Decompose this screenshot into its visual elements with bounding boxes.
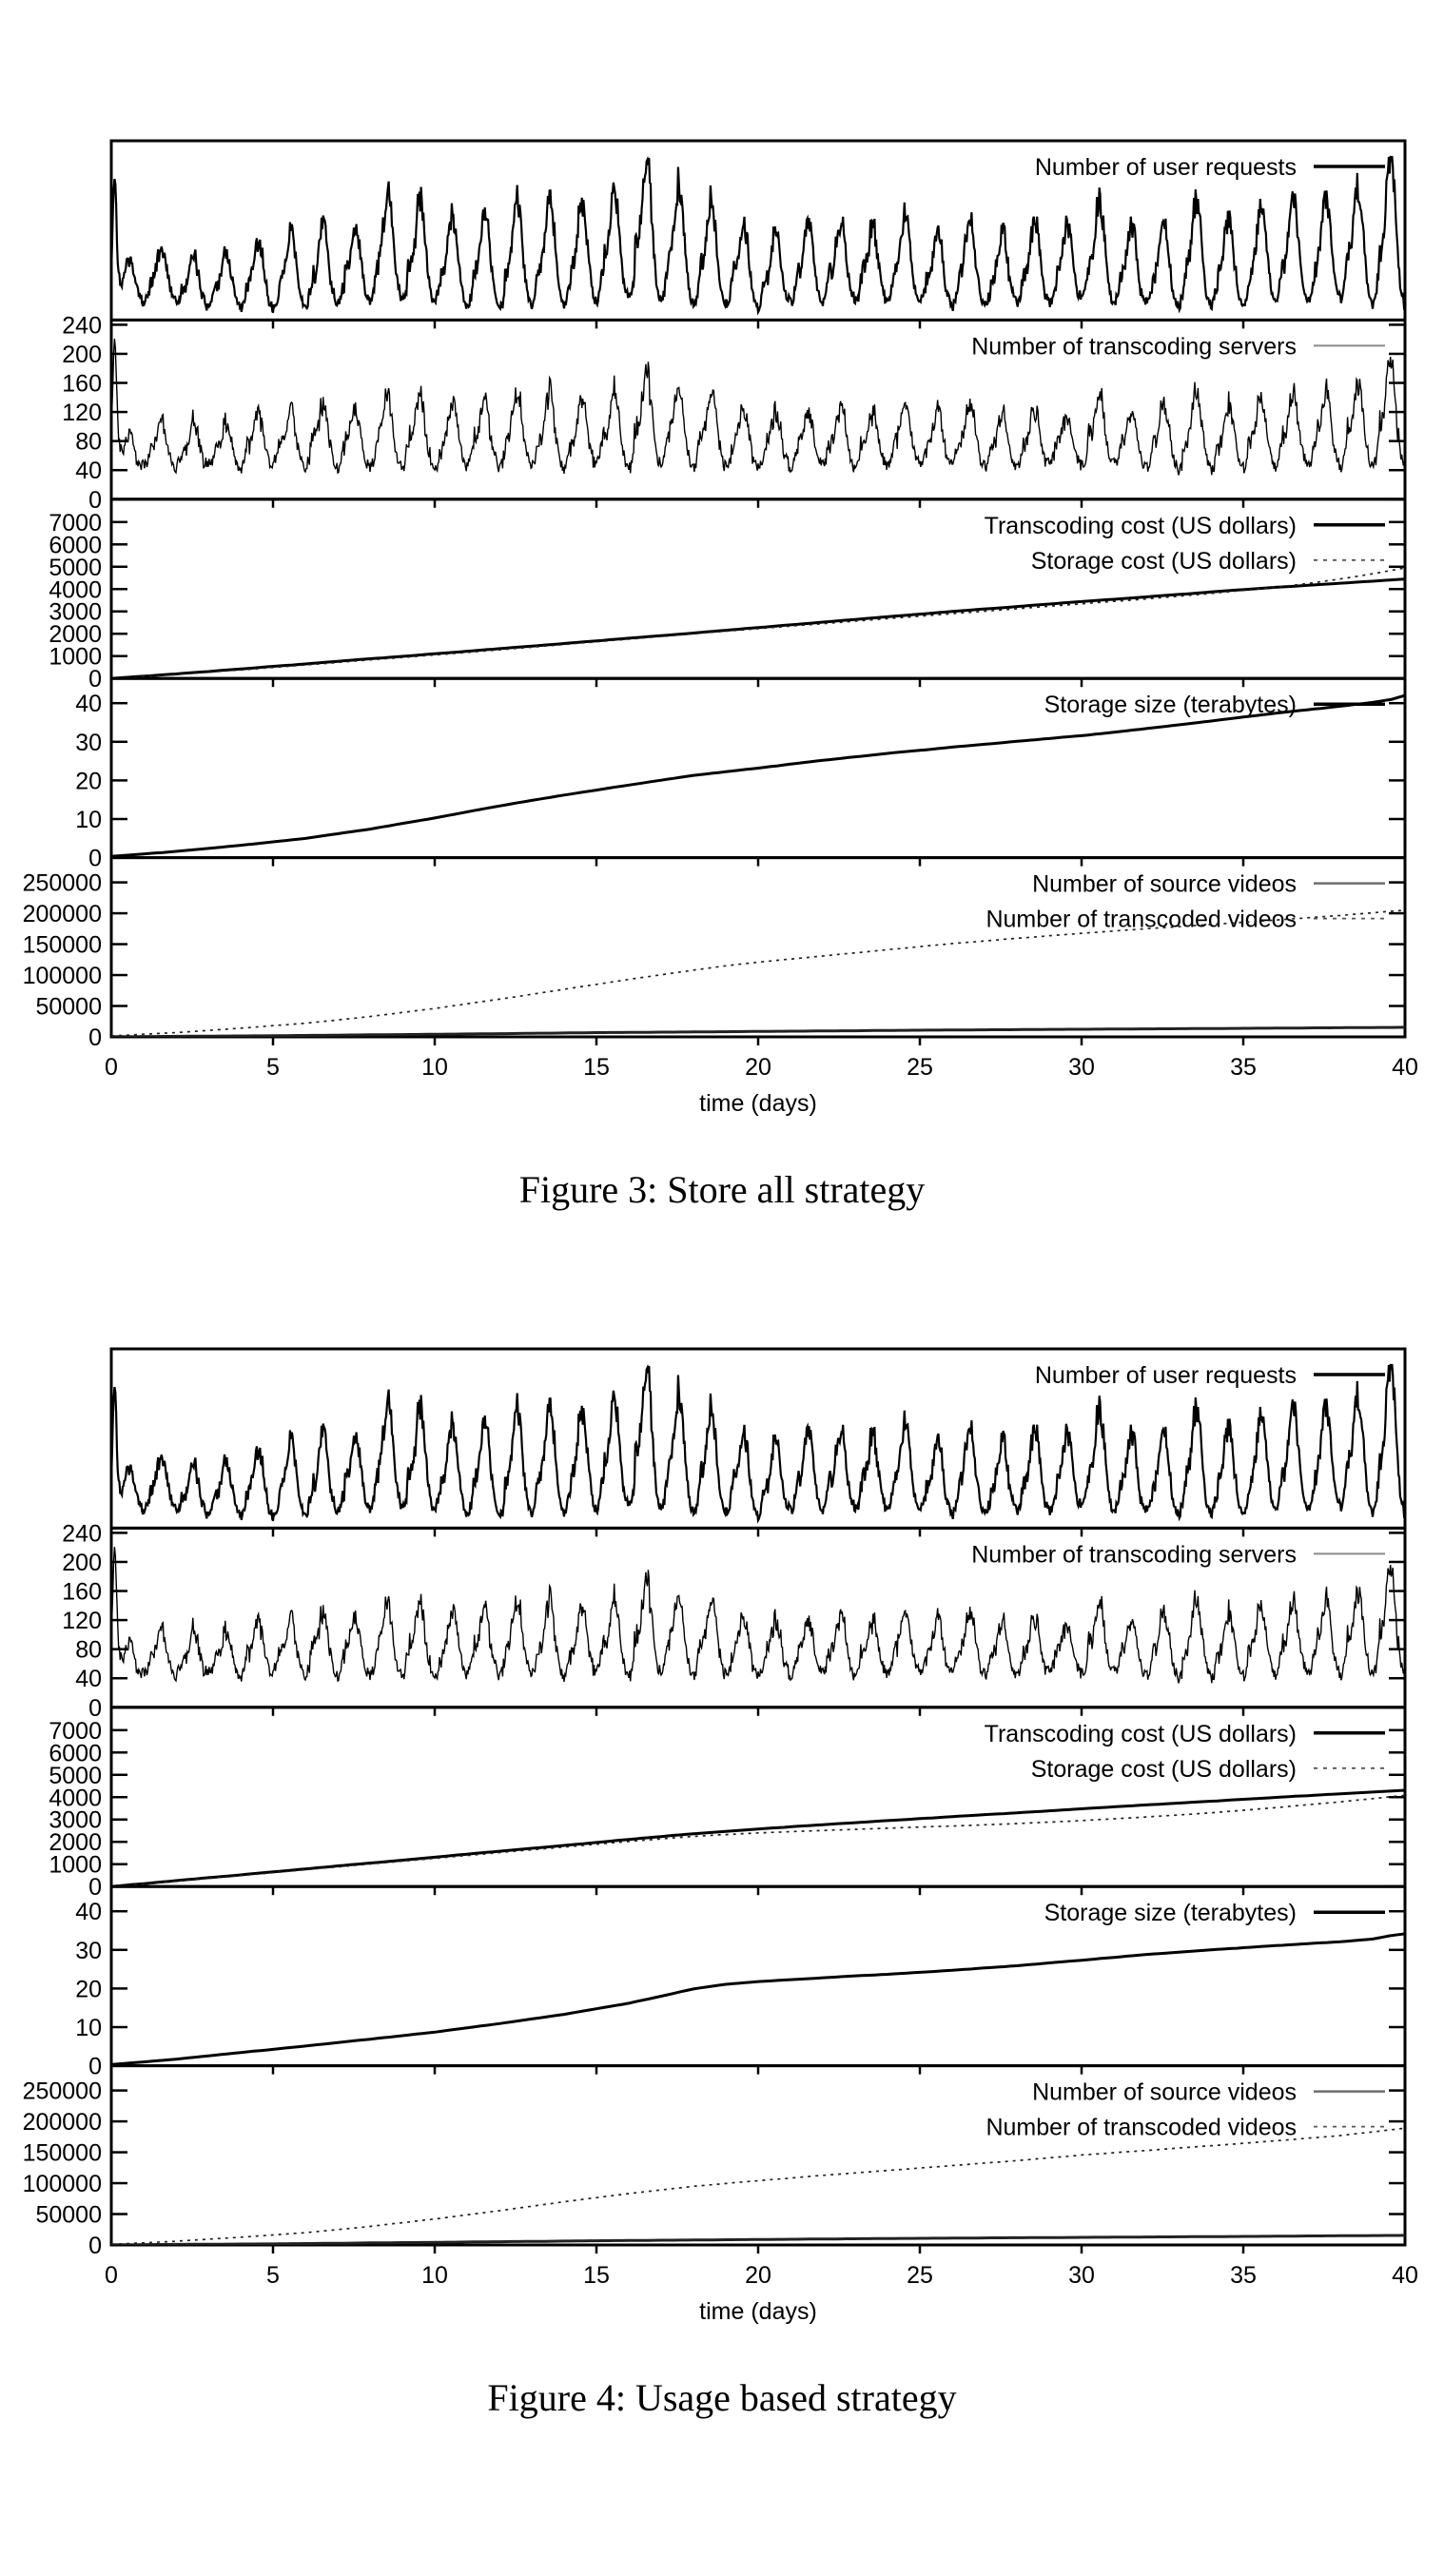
x-tick-label: 5 <box>266 2262 280 2289</box>
y-tick-label: 2000 <box>49 621 102 649</box>
y-tick-label: 200000 <box>22 901 102 928</box>
legend-label: Number of transcoded videos <box>985 2114 1297 2141</box>
y-tick-label: 160 <box>62 370 102 398</box>
y-tick-label: 0 <box>88 2233 102 2259</box>
y-tick-label: 50000 <box>35 993 102 1021</box>
figure-4-usage-based-strategy <box>0 1208 1444 2576</box>
y-tick-label: 240 <box>62 1520 102 1548</box>
legend-label: Transcoding cost (US dollars) <box>984 512 1297 539</box>
series-line-number-of-source-videos <box>111 2235 1405 2245</box>
legend-label: Number of user requests <box>1034 154 1297 181</box>
legend-label: Number of transcoded videos <box>985 906 1297 933</box>
y-tick-label: 0 <box>88 845 102 872</box>
legend-label: Number of source videos <box>1032 870 1297 898</box>
x-tick-label: 30 <box>1068 1054 1095 1081</box>
series-line-storage-size-terabytes- <box>111 695 1405 856</box>
legend-label: Storage size (terabytes) <box>1044 692 1297 719</box>
y-tick-label: 20 <box>75 768 102 795</box>
x-tick-label: 25 <box>907 2262 933 2289</box>
y-tick-label: 3000 <box>49 1806 102 1834</box>
y-tick-label: 160 <box>62 1578 102 1606</box>
y-tick-label: 0 <box>88 1694 102 1722</box>
y-tick-label: 240 <box>62 312 102 340</box>
figure-3-store-all-strategy <box>0 0 1444 1227</box>
y-tick-label: 200000 <box>22 2109 102 2137</box>
y-tick-label: 250000 <box>22 2078 102 2105</box>
y-tick-label: 30 <box>75 1937 102 1964</box>
y-tick-label: 6000 <box>49 532 102 559</box>
x-tick-label: 0 <box>105 2262 118 2289</box>
y-tick-label: 20 <box>75 1976 102 2003</box>
x-tick-label: 15 <box>583 2262 610 2289</box>
legend-label: Storage size (terabytes) <box>1044 1900 1297 1927</box>
y-tick-label: 120 <box>62 1608 102 1635</box>
x-tick-label: 20 <box>745 2262 771 2289</box>
y-tick-label: 0 <box>88 1025 102 1051</box>
series-line-number-of-transcoded-videos <box>111 2128 1405 2244</box>
x-axis-label: time (days) <box>699 1090 817 1117</box>
y-tick-label: 100000 <box>22 963 102 990</box>
y-tick-label: 120 <box>62 400 102 427</box>
x-tick-label: 40 <box>1392 2262 1418 2289</box>
y-tick-label: 50000 <box>35 2201 102 2229</box>
y-tick-label: 7000 <box>49 1717 102 1745</box>
x-tick-label: 35 <box>1230 2262 1257 2289</box>
series-line-transcoding-cost-us-dollars- <box>111 1790 1405 1886</box>
x-tick-label: 10 <box>421 2262 448 2289</box>
y-tick-label: 0 <box>88 1874 102 1902</box>
series-line-storage-size-terabytes- <box>111 1934 1405 2065</box>
legend-label: Storage cost (US dollars) <box>1030 1755 1297 1783</box>
y-tick-label: 200 <box>62 341 102 368</box>
y-tick-label: 40 <box>75 458 102 485</box>
y-tick-label: 2000 <box>49 1829 102 1857</box>
y-tick-label: 5000 <box>49 1762 102 1789</box>
figure-3-caption: Figure 3: Store all strategy <box>518 1168 926 1211</box>
legend-label: Storage cost (US dollars) <box>1030 547 1297 575</box>
y-tick-label: 4000 <box>49 576 102 604</box>
y-tick-label: 5000 <box>49 554 102 581</box>
legend-label: Number of transcoding servers <box>971 333 1297 361</box>
y-tick-label: 7000 <box>49 509 102 537</box>
x-tick-label: 20 <box>745 1054 771 1081</box>
y-tick-label: 0 <box>88 2053 102 2080</box>
y-tick-label: 10 <box>75 807 102 833</box>
figure-4-caption: Figure 4: Usage based strategy <box>487 2376 957 2419</box>
y-tick-label: 40 <box>75 1899 102 1926</box>
x-tick-label: 25 <box>907 1054 933 1081</box>
series-line-number-of-source-videos <box>111 1027 1405 1037</box>
figure-3-chart <box>0 0 1444 1227</box>
x-tick-label: 15 <box>583 1054 610 1081</box>
y-tick-label: 10 <box>75 2015 102 2041</box>
y-tick-label: 250000 <box>22 869 102 897</box>
y-tick-label: 4000 <box>49 1785 102 1812</box>
y-tick-label: 0 <box>88 666 102 693</box>
y-tick-label: 80 <box>75 1636 102 1664</box>
x-tick-label: 35 <box>1230 1054 1257 1081</box>
y-tick-label: 80 <box>75 428 102 456</box>
x-tick-label: 0 <box>105 1054 118 1081</box>
y-tick-label: 3000 <box>49 598 102 626</box>
legend-label: Transcoding cost (US dollars) <box>984 1720 1297 1747</box>
x-tick-label: 40 <box>1392 1054 1418 1081</box>
series-line-storage-cost-us-dollars- <box>111 1795 1405 1886</box>
legend-label: Number of transcoding servers <box>971 1541 1297 1569</box>
figure-4-chart <box>0 1208 1444 2576</box>
y-tick-label: 40 <box>75 691 102 718</box>
y-tick-label: 100000 <box>22 2171 102 2198</box>
series-line-storage-cost-us-dollars- <box>111 568 1405 678</box>
x-axis-label: time (days) <box>699 2298 817 2325</box>
y-tick-label: 40 <box>75 1666 102 1693</box>
legend-label: Number of user requests <box>1034 1362 1297 1389</box>
x-tick-label: 10 <box>421 1054 448 1081</box>
x-tick-label: 5 <box>266 1054 280 1081</box>
x-tick-label: 30 <box>1068 2262 1095 2289</box>
y-tick-label: 200 <box>62 1549 102 1576</box>
y-tick-label: 150000 <box>22 2139 102 2167</box>
y-tick-label: 6000 <box>49 1740 102 1767</box>
y-tick-label: 150000 <box>22 931 102 959</box>
y-tick-label: 30 <box>75 729 102 756</box>
y-tick-label: 1000 <box>49 643 102 671</box>
y-tick-label: 0 <box>88 486 102 514</box>
y-tick-label: 1000 <box>49 1851 102 1879</box>
legend-label: Number of source videos <box>1032 2078 1297 2106</box>
